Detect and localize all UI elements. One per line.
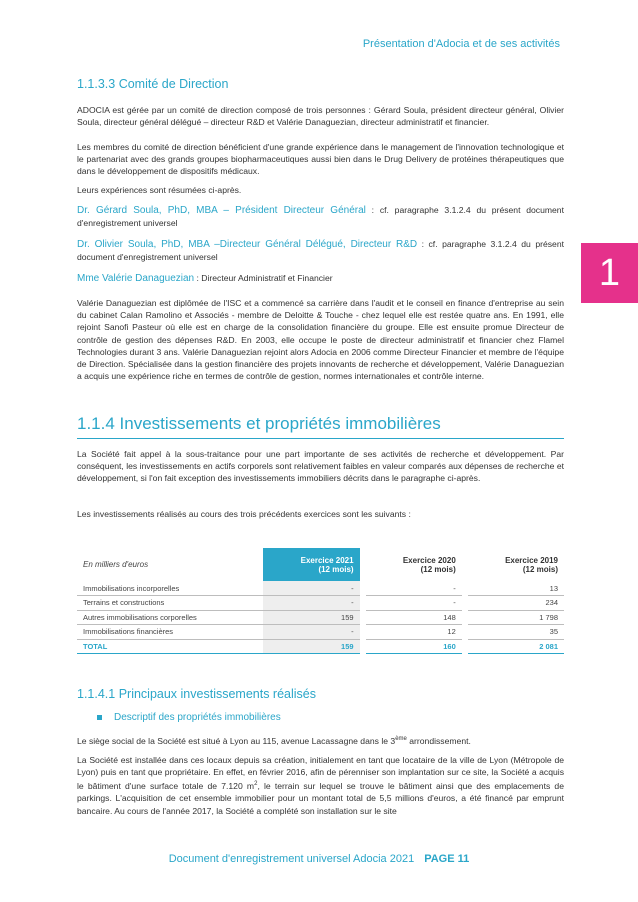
bullet-text: Descriptif des propriétés immobilières xyxy=(114,712,281,723)
table-row: Autres immobilisations corporelles 159 148 1 798 xyxy=(77,610,564,625)
paragraph: Les investissements réalisés au cours des trois précédents exercices sont les suivants : xyxy=(77,509,411,519)
column-header-2019: Exercice 2019 (12 mois) xyxy=(505,555,558,574)
paragraph: La Société est installée dans ces locaux depuis sa création, initialement en tant que locataire de la ville de Lyon (Métropole de Lyon) puis en tant que propriétaire. En effet, en février 2016, afin de pérenniser son implantation sur ce site, la Société a acquis le bâtiment d'une surface totale de 7.120 $m^2$, le terrain sur lequel se trouve le bâtiment ainsi que des emplacements de parkings. L'acquisition de cet ensemble immobilier pour un montant total de 5,5 millions d'euros, a été financé par emprunt bancaire. Au cours de l'année 2017, la Société a complété son installation sur le site xyxy=(77,755,564,816)
member-olivier xyxy=(77,238,564,263)
table-row: Terrains et constructions - - 234 xyxy=(77,596,564,611)
paragraph: Le siège social de la Société est situé à Lyon au 115, avenue Lacassagne dans le 3ème arrondissement. xyxy=(77,735,471,746)
running-header: Présentation d'Adocia et de ses activités xyxy=(362,38,560,50)
member-ref: : cf. paragraphe 3.1.2.4 du présent document d'enregistrement universel xyxy=(77,205,564,229)
paragraph: Les membres du comité de direction bénéficient d'une grande expérience dans le management de l'innovation technologique et le partenariat avec des grands groupes biopharmaceutiques aussi bien dans le Drug Delivery de protéines thérapeutiques que dans le développement de dispositifs médicaux. xyxy=(77,142,564,177)
footer-doc-title: Document d'enregistrement universel Adocia 2021 xyxy=(168,853,415,865)
section-heading-114: 1.1.4 Investissements et propriétés immobilières xyxy=(77,414,564,439)
table-header-row xyxy=(77,548,564,581)
member-ref: : cf. paragraphe 3.1.2.4 du présent document d'enregistrement universel xyxy=(77,239,564,263)
square-bullet-icon xyxy=(97,715,102,720)
section-heading-1141: 1.1.4.1 Principaux investissements réalisés xyxy=(77,687,317,701)
member-role: : Directeur Administratif et Financier xyxy=(194,273,333,283)
table-row: Immobilisations financières - 12 35 xyxy=(77,625,564,640)
paragraph: La Société fait appel à la sous-traitance pour une part importante de ses activités de recherche et développement. Par conséquent, les investissements en actifs corporels sont relativement faibles en valeur comparés aux dépenses de recherche et développement, si l'on fait exception des investissements immobiliers décrits dans le paragraphe ci-après. xyxy=(77,449,564,484)
chapter-tab: 1 xyxy=(581,243,638,303)
section-heading-1133: 1.1.3.3 Comité de Direction xyxy=(77,77,229,91)
paragraph: ADOCIA est gérée par un comité de direction composé de trois personnes : Gérard Soula, président directeur général, Olivier Soula, directeur général délégué – directeur R&D et Valérie Danaguezian, directeur administratif et financier. xyxy=(77,105,564,128)
member-gerard xyxy=(77,204,564,229)
member-valerie xyxy=(77,272,564,285)
column-header-2021: Exercice 2021 (12 mois) xyxy=(263,548,359,581)
member-name: Dr. Olivier Soula, PhD, MBA –Directeur Général Délégué, Directeur R&D xyxy=(77,239,418,250)
member-name: Dr. Gérard Soula, PhD, MBA – Président Directeur Général xyxy=(77,205,366,216)
page-number: PAGE 11 xyxy=(424,853,470,865)
table-total-row: TOTAL 159 160 2 081 xyxy=(77,639,564,654)
unit-label: En milliers d'euros xyxy=(83,560,149,569)
member-name: Mme Valérie Danaguezian xyxy=(77,273,195,284)
bullet-item xyxy=(97,712,281,723)
valerie-bio: Valérie Danaguezian est diplômée de l'ISC et a commencé sa carrière dans l'audit et le conseil en finance d'entreprise au sein du cabinet Calan Ramolino et Associés - membre de Deloitte & Touche - chez lequel elle est restée quatre ans. En 1991, elle rejoint Sanofi Pasteur où elle est en charge de la consolidation financière du groupe. Elle est ensuite promue Directeur de contrôle de gestion des dépenses R&D. En 2003, elle occupe le poste de directeur administratif et financier chez Flamel Technologies durant 3 ans. Valérie Danaguezian rejoint alors Adocia en 2006 comme Directeur Financier et membre de l'équipe de Direction. Spécialisée dans la gestion financière des projets innovants de recherche et développement, Valérie Danaguezian a acquis une expérience riche en termes de contrôle de gestion, normes internationales et contrôle interne. xyxy=(77,298,564,382)
page-footer xyxy=(0,853,638,865)
table-row: Immobilisations incorporelles - - 13 xyxy=(77,581,564,596)
investments-table xyxy=(77,548,564,654)
column-header-2020: Exercice 2020 (12 mois) xyxy=(402,555,456,574)
paragraph: Leurs expériences sont résumées ci-après. xyxy=(77,185,242,195)
